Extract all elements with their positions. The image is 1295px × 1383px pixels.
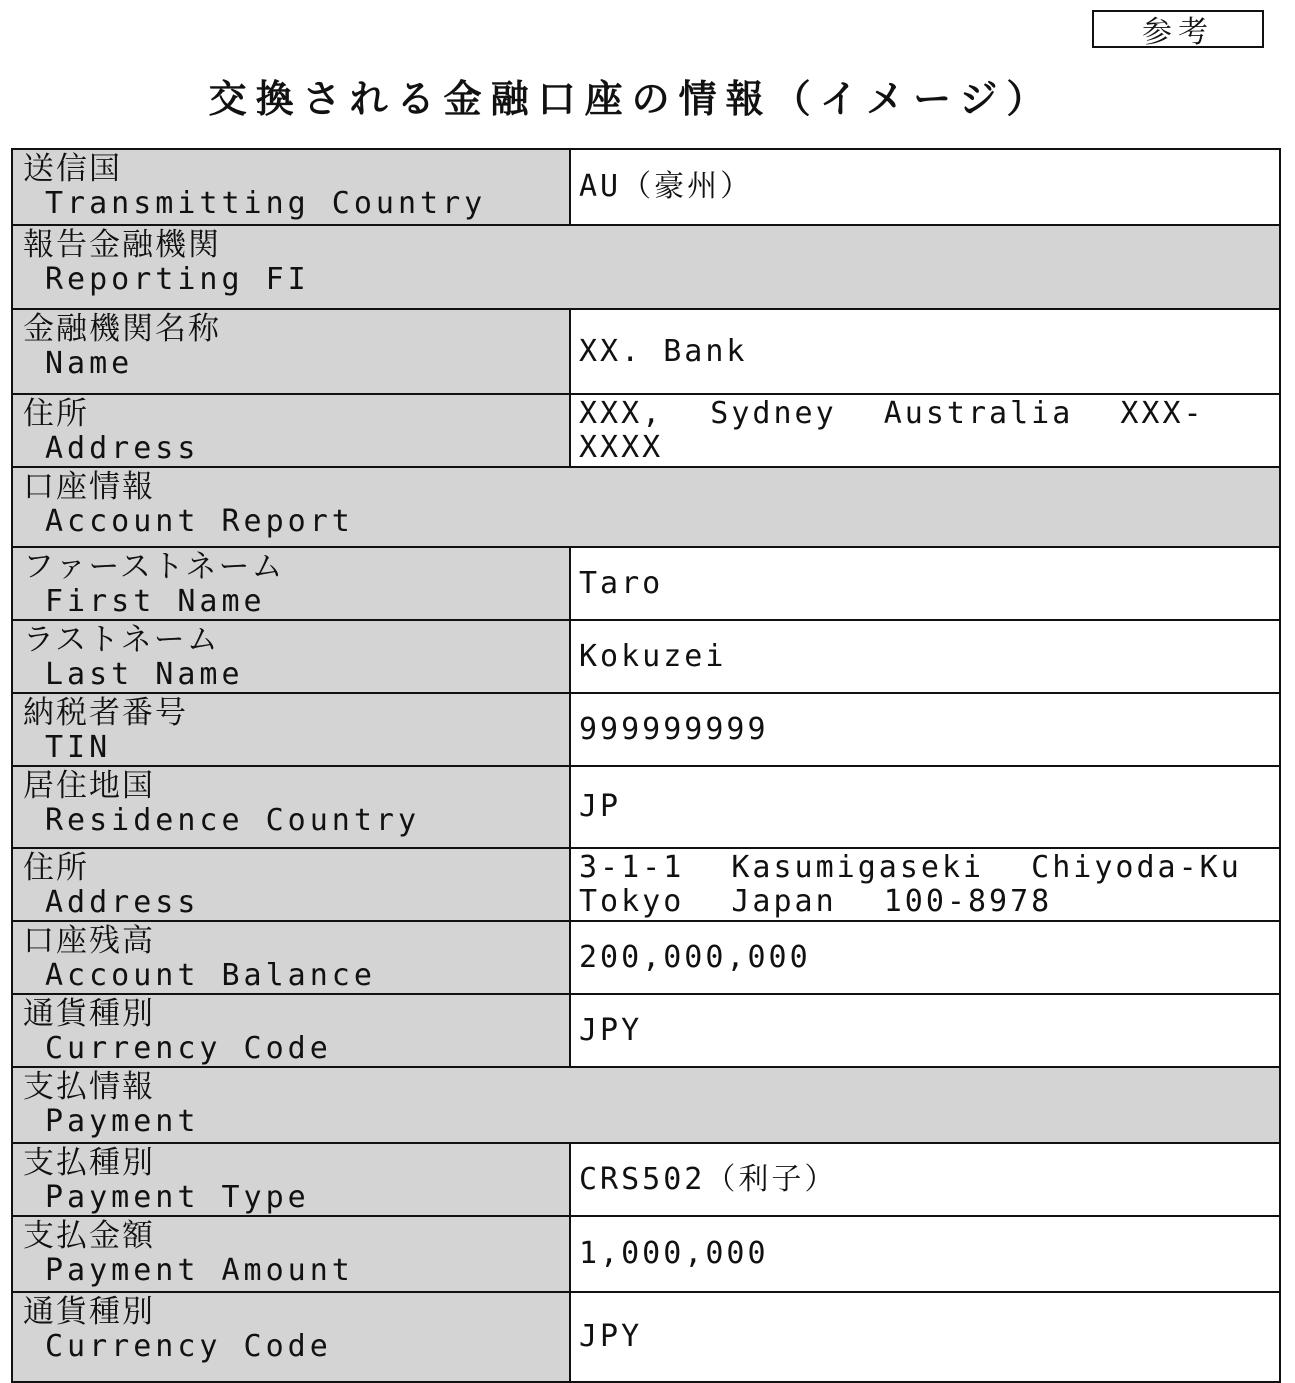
reference-label: 参考 — [1092, 10, 1264, 48]
table-row — [12, 1292, 1280, 1382]
fi-name-value: XX. Bank — [570, 309, 1280, 394]
table-row — [12, 994, 1280, 1067]
transmitting-country-value: AU（豪州） — [570, 149, 1280, 225]
balance-currency-label: 通貨種別 Currency Code — [12, 994, 570, 1067]
table-row — [12, 766, 1280, 848]
account-report-section: 口座情報 Account Report — [12, 467, 1280, 547]
payment-amount-value: 1,000,000 — [570, 1216, 1280, 1292]
tin-label: 納税者番号 TIN — [12, 693, 570, 766]
section-row — [12, 467, 1280, 547]
payment-currency-label: 通貨種別 Currency Code — [12, 1292, 570, 1382]
section-row — [12, 225, 1280, 309]
table-row — [12, 921, 1280, 994]
fi-address-value: XXX, Sydney Australia XXX-XXXX — [570, 394, 1280, 467]
table-row — [12, 309, 1280, 394]
account-info-table — [11, 148, 1281, 1383]
section-row — [12, 1067, 1280, 1143]
reporting-fi-section: 報告金融機関 Reporting FI — [12, 225, 1280, 309]
table-row — [12, 620, 1280, 693]
page-title: 交換される金融口座の情報（イメージ） — [208, 77, 1054, 121]
table-row — [12, 149, 1280, 225]
balance-currency-value: JPY — [570, 994, 1280, 1067]
account-balance-value: 200,000,000 — [570, 921, 1280, 994]
last-name-value: Kokuzei — [570, 620, 1280, 693]
tin-value: 999999999 — [570, 693, 1280, 766]
payment-amount-label: 支払金額 Payment Amount — [12, 1216, 570, 1292]
residence-country-value: JP — [570, 766, 1280, 848]
table-row — [12, 394, 1280, 467]
transmitting-country-label: 送信国 Transmitting Country — [12, 149, 570, 225]
payment-type-label: 支払種別 Payment Type — [12, 1143, 570, 1216]
table-row — [12, 848, 1280, 921]
payment-currency-value: JPY — [570, 1292, 1280, 1382]
table-row — [12, 547, 1280, 620]
holder-address-label: 住所 Address — [12, 848, 570, 921]
holder-address-value: 3-1-1 Kasumigaseki Chiyoda-Ku Tokyo Japan 100-8978 — [570, 848, 1280, 921]
payment-type-value: CRS502（利子） — [570, 1143, 1280, 1216]
table-row — [12, 693, 1280, 766]
last-name-label: ラストネーム Last Name — [12, 620, 570, 693]
fi-address-label: 住所 Address — [12, 394, 570, 467]
residence-country-label: 居住地国 Residence Country — [12, 766, 570, 848]
table-row — [12, 1143, 1280, 1216]
payment-section: 支払情報 Payment — [12, 1067, 1280, 1143]
first-name-label: ファーストネーム First Name — [12, 547, 570, 620]
account-balance-label: 口座残高 Account Balance — [12, 921, 570, 994]
first-name-value: Taro — [570, 547, 1280, 620]
table-row — [12, 1216, 1280, 1292]
fi-name-label: 金融機関名称 Name — [12, 309, 570, 394]
